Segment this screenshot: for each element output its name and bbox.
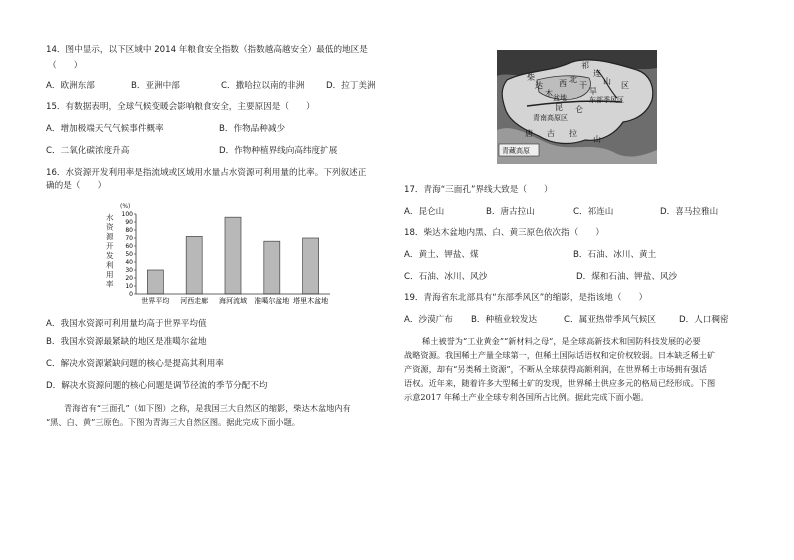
- map-label-qi: 祁: [581, 61, 589, 70]
- q15-option-b: B．作物品种减少: [219, 124, 286, 134]
- chart-x-tick-label: 河西走廊: [180, 297, 209, 305]
- chart-y-tick-label: 20: [125, 275, 133, 282]
- chart-bar: [264, 241, 280, 294]
- q18-option-a: A．黄土、钾盐、煤: [404, 250, 479, 260]
- chart-ylabel-char: 开: [106, 241, 114, 251]
- chart-y-tick-label: 60: [125, 243, 133, 250]
- chart-ylabel-char: 水: [106, 213, 114, 222]
- q19-option-a: A．沙漠广布: [404, 315, 453, 325]
- chart-bar: [303, 238, 319, 294]
- q18-option-b: B．石油、冰川、黄土: [573, 250, 657, 260]
- chart-x-axis: [136, 294, 330, 305]
- q16-option-a: A．我国水资源可利用量均高于世界平均值: [46, 319, 207, 329]
- map-label-shan2: 山: [593, 135, 601, 144]
- chart-y-tick-label: 90: [125, 219, 133, 226]
- chart-x-tick-label: 塔里木盆地: [293, 297, 329, 305]
- map-label-han: 旱: [589, 87, 597, 96]
- chart-x-tick-label: 世界平均: [141, 297, 170, 305]
- chart-x-tick-label: 海河流域: [219, 297, 247, 305]
- q17-stem: 17．青海“三面孔”界线大致是（ ）: [404, 185, 553, 195]
- q14-option-c: C．撒哈拉以南的非洲: [221, 81, 305, 91]
- q17-option-a: A．昆仑山: [404, 207, 445, 217]
- chart-y-tick-label: 50: [125, 251, 133, 258]
- chart-bars: [147, 217, 318, 294]
- chart-y-tick-label: 80: [125, 227, 133, 234]
- chart-bar: [147, 270, 163, 294]
- q19-option-b: B．种植业较发达: [471, 315, 538, 325]
- passage2-line1: 稀土被誉为“工业黄金”“新材料之母”，是全球高新技术和国防科技发展的必要: [422, 336, 701, 346]
- map-label-qu: 区: [621, 81, 629, 90]
- map-label-mu: 木: [545, 89, 553, 98]
- passage2-line2: 战略资源。我国稀土产量全球第一，但稀土国际话语权和定价权较弱。日本缺乏稀土矿: [404, 350, 716, 360]
- chart-ylabel-char: 用: [106, 270, 114, 279]
- q15-stem: 15．有数据表明，全球气候变暖会影响粮食安全，主要原因是（ ）: [46, 102, 315, 112]
- q19-option-d: D．人口稠密: [679, 315, 729, 325]
- map-label-la: 拉: [569, 129, 577, 138]
- map-label-pendi: 盆地: [553, 94, 567, 102]
- chart-x-tick-label: 准噶尔盆地: [254, 297, 290, 305]
- q19-option-c: C．属亚热带季风气候区: [564, 315, 656, 325]
- q16-option-b: B．我国水资源最紧缺的地区是准噶尔盆地: [46, 337, 207, 347]
- map-label-lun: 仑: [575, 105, 583, 114]
- map-label-shan: 山: [603, 77, 611, 86]
- q18-stem: 18．柴达木盆地内黑、白、黄三原色依次指（ ）: [404, 228, 604, 238]
- chart-y-axis: [122, 211, 136, 298]
- water-use-bar-chart: [100, 198, 340, 310]
- q18-option-c: C．石油、冰川、风沙: [404, 272, 488, 282]
- qinghai-natural-regions-map: [497, 50, 657, 164]
- q16-option-c: C．解决水资源紧缺问题的核心是提高其利用率: [46, 359, 224, 369]
- chart-ylabel-char: 源: [106, 232, 114, 241]
- map-label-gan: 干: [579, 81, 587, 90]
- chart-bar: [225, 217, 241, 294]
- q15-option-d: D．作物种植界线向高纬度扩展: [219, 146, 338, 156]
- map-label-qingzang: 青藏高原: [502, 147, 530, 155]
- chart-ylabel-char: 资: [106, 222, 114, 232]
- chart-ylabel-char: 率: [106, 279, 114, 289]
- passage2-line5: 示意2017 年稀土产业全球专利各国所占比例。据此完成下面小题。: [404, 392, 649, 402]
- chart-y-tick-label: 10: [125, 283, 133, 290]
- q14-option-a: A．欧洲东部: [46, 81, 95, 91]
- q17-option-b: B．唐古拉山: [486, 207, 535, 217]
- map-label-bei: 北: [569, 75, 577, 84]
- q16-stem-line2: 确的是（ ）: [46, 181, 107, 191]
- map-label-gu: 古: [547, 129, 555, 138]
- q19-stem: 19．青海省东北部具有“东部季风区”的缩影，是指该地（ ）: [404, 293, 648, 303]
- map-label-da: 达: [535, 81, 543, 90]
- q15-option-c: C．二氧化碳浓度升高: [46, 146, 130, 156]
- chart-bar: [186, 236, 202, 294]
- q15-option-a: A．增加极端天气气候事件概率: [46, 124, 164, 134]
- map-label-xi: 西: [559, 79, 567, 88]
- passage2-line4: 语权。近年来，随着许多大型稀土矿的发现，世界稀土供应多元的格局已经形成。下图: [404, 378, 716, 388]
- q17-option-d: D．喜马拉雅山: [660, 207, 719, 217]
- chart-ylabel-char: 利: [106, 260, 114, 270]
- q14-option-d: D．拉丁美洲: [326, 81, 376, 91]
- q14-option-b: B．亚洲中部: [131, 81, 180, 91]
- q14-paren: （ ）: [48, 61, 83, 71]
- passage1-line1: 青海省有“三面孔”（如下图）之称，是我国三大自然区的缩影，柴达木盆地内有: [64, 403, 351, 413]
- passage2-line3: 产资源，却有“另类稀土资源”，不断从全球获得高额利润，在世界稀土市场拥有强话: [404, 364, 708, 374]
- map-label-chai: 柴: [527, 73, 535, 82]
- chart-ylabel: [106, 212, 114, 289]
- chart-ylabel-char: 发: [106, 251, 114, 260]
- map-label-tang: 唐: [525, 129, 533, 138]
- q14-stem: 14．图中显示，以下区域中 2014 年粮食安全指数（指数越高越安全）最低的地区是: [46, 45, 368, 55]
- q18-option-d: D．煤和石油、钾盐、风沙: [576, 272, 678, 282]
- map-label-qingnan: 青南高原区: [533, 114, 568, 122]
- map-label-dongbu: 东部季风区: [589, 96, 624, 104]
- q16-option-d: D．解决水资源问题的核心问题是调节径流的季节分配不均: [46, 381, 268, 391]
- q17-option-c: C．祁连山: [573, 207, 614, 217]
- chart-y-tick-label: 30: [125, 267, 133, 274]
- map-label-lian: 连: [593, 69, 601, 78]
- chart-y-tick-label: 0: [129, 291, 133, 298]
- chart-y-tick-label: 40: [125, 259, 133, 266]
- map-label-kun: 昆: [555, 103, 563, 112]
- passage1-line2: “黑、白、黄”三原色。下图为青海三大自然区图。据此完成下面小题。: [46, 417, 300, 427]
- chart-y-tick-label: 100: [121, 211, 133, 218]
- q16-stem-line1: 16．水资源开发利用率是指流域或区域用水量占水资源可利用量的比率。下列叙述正: [46, 168, 367, 178]
- chart-y-tick-label: 70: [125, 235, 133, 242]
- chart-unit: (%): [120, 203, 131, 210]
